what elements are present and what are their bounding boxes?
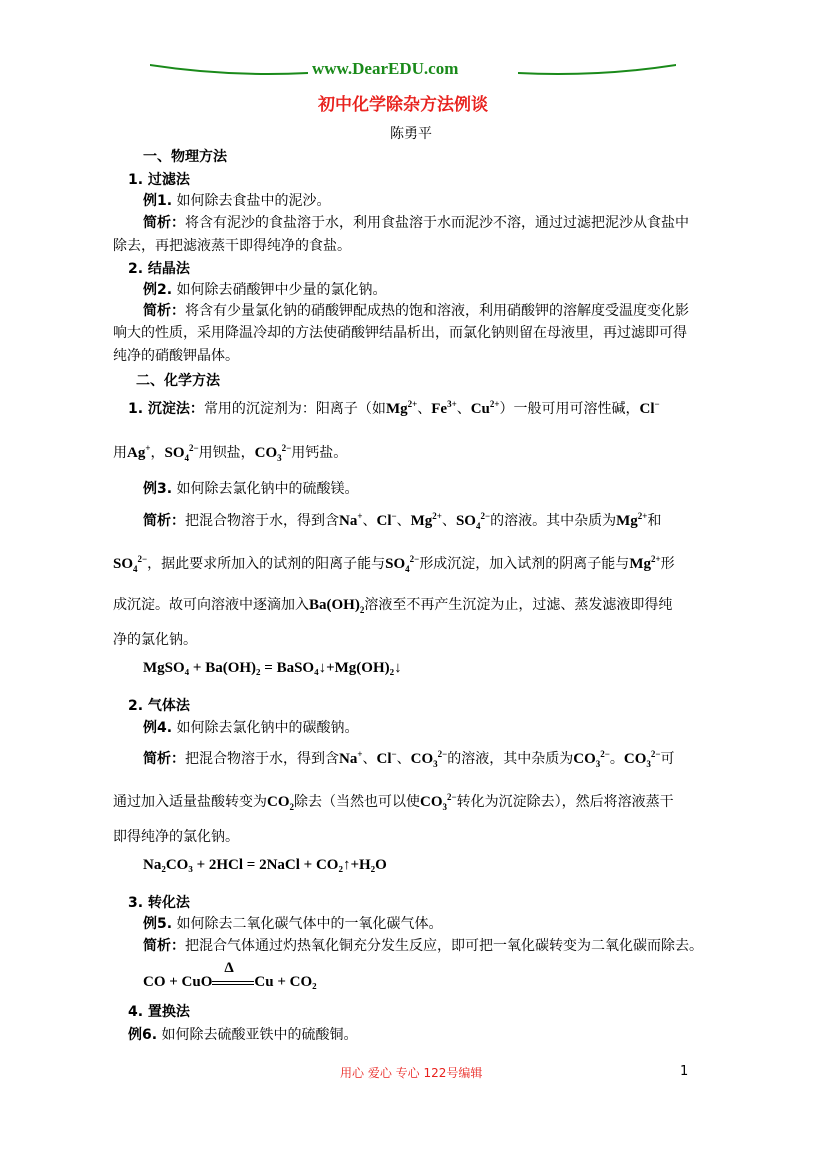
analysis-1-line1: 简析：将含有泥沙的食盐溶于水，利用食盐溶于水而泥沙不溶，通过过滤把泥沙从食盐中 — [143, 215, 689, 231]
analysis-3-line1: 简析：把混合物溶于水，得到含Na+、Cl−、$Mg^{2+}$、$SO_4^{2-}$的溶液。其中杂质为$Mg^{2+}$和 — [143, 511, 662, 531]
section-physical-heading: 一、物理方法 — [143, 149, 227, 165]
method-filter-title: 1. 过滤法 — [128, 172, 190, 188]
heat-symbol: Δ — [224, 960, 234, 976]
precipitation-line1: 1. 沉淀法：常用的沉淀剂为：阳离子（如$Mg^{2+}$、$Fe^{3+}$、$Cu^{2+}$）一般可用可溶性碱，Cl− — [128, 399, 660, 417]
author: 陈勇平 — [390, 126, 432, 142]
page-title: 初中化学除杂方法例谈 — [318, 95, 488, 115]
example-1: 例1. 如何除去食盐中的泥沙。 — [143, 193, 331, 209]
method-replace-title: 4. 置换法 — [128, 1004, 190, 1020]
analysis-3-line3: 成沉淀。故可向溶液中逐滴加入$Ba(OH)_2$溶液至不再产生沉淀为止，过滤、蒸发滤液即得纯 — [113, 597, 673, 615]
equation-mgso4: MgSO₄ + Ba(OH)₂ = BaSO₄↓+Mg(OH)₂↓ — [143, 660, 402, 676]
example-2: 例2. 如何除去硝酸钾中少量的氯化钠。 — [143, 282, 387, 298]
analysis-4-line1: 简析：把混合物溶于水，得到含Na+、Cl−、$CO_3^{2-}$的溶液，其中杂质为$CO_3^{2-}$。$CO_3^{2-}$可 — [143, 749, 675, 769]
analysis-2-line3: 纯净的硝酸钾晶体。 — [113, 348, 239, 364]
analysis-4-line2: 通过加入适量盐酸转变为$CO_2$除去（当然也可以使$CO_3^{2-}$转化为沉淀除去），然后将溶液蒸干 — [113, 792, 674, 812]
method-transform-title: 3. 转化法 — [128, 895, 190, 911]
method-crystal-title: 2. 结晶法 — [128, 261, 190, 277]
analysis-1-line2: 除去，再把滤液蒸干即得纯净的食盐。 — [113, 238, 351, 254]
example-6: 例6. 如何除去硫酸亚铁中的硫酸铜。 — [128, 1027, 358, 1043]
analysis-2-line1: 简析：将含有少量氯化钠的硝酸钾配成热的饱和溶液，利用硝酸钾的溶解度受温度变化影 — [143, 303, 689, 319]
equation-co-cuo: CO + CuO Δ Cu + CO₂ — [143, 960, 317, 990]
example-5: 例5. 如何除去二氧化碳气体中的一氧化碳气体。 — [143, 916, 443, 932]
analysis-2-line2: 响大的性质，采用降温冷却的方法使硝酸钾结晶析出，而氯化钠则留在母液里，再过滤即可得 — [113, 325, 687, 341]
example-3: 例3. 如何除去氯化钠中的硫酸镁。 — [143, 481, 359, 497]
method-gas-title: 2. 气体法 — [128, 698, 190, 714]
analysis-5-line1: 简析：把混合气体通过灼热氧化铜充分发生反应，即可把一氧化碳转变为二氧化碳而除去。 — [143, 938, 703, 954]
footer-text: 用心 爱心 专心 122号编辑 — [340, 1066, 483, 1080]
section-chemical-heading: 二、化学方法 — [136, 373, 220, 389]
analysis-3-line4: 净的氯化钠。 — [113, 632, 197, 648]
analysis-3-line2: $SO_4^{2-}$，据此要求所加入的试剂的阳离子能与$SO_4^{2-}$形成沉淀，加入试剂的阴离子能与$Mg^{2+}$形 — [113, 554, 675, 574]
example-4: 例4. 如何除去氯化钠中的碳酸钠。 — [143, 720, 359, 736]
equation-na2co3: Na₂CO₃ + 2HCl = 2NaCl + CO₂↑+H₂O — [143, 857, 387, 873]
precipitation-line2: 用Ag+，$SO_4^{2-}$用钡盐，$CO_3^{2-}$用钙盐。 — [113, 443, 348, 463]
site-url: www.DearEDU.com — [312, 59, 459, 78]
analysis-4-line3: 即得纯净的氯化钠。 — [113, 829, 239, 845]
page-number: 1 — [680, 1064, 689, 1079]
